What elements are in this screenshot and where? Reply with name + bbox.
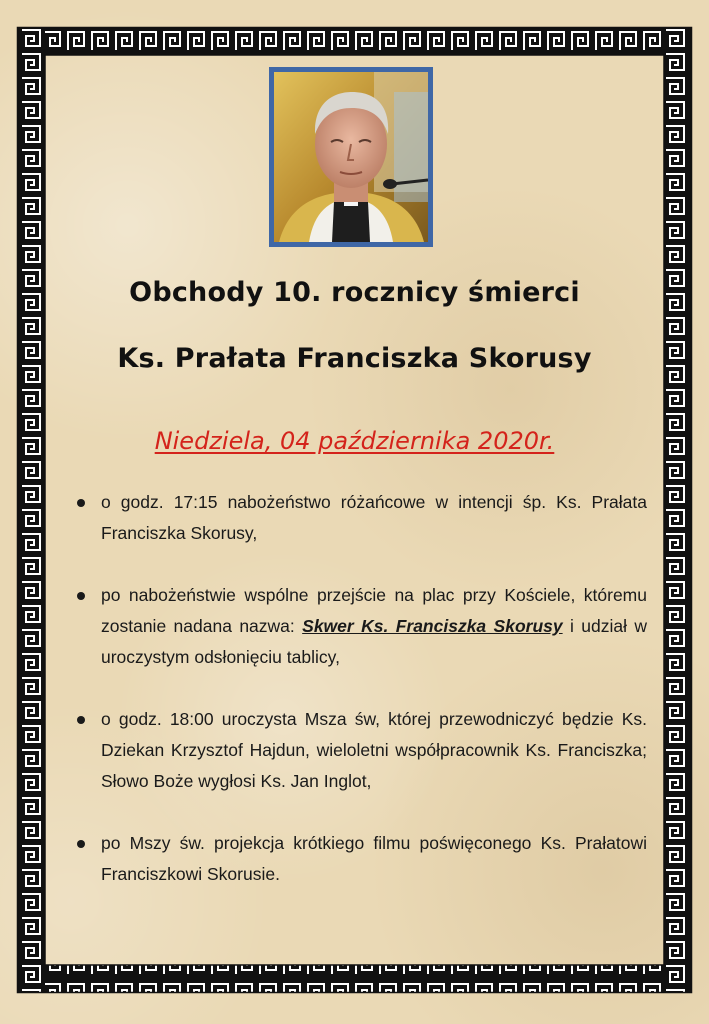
list-item: o godz. 18:00 uroczysta Msza św, której przewodniczyć będzie Ks. Dziekan Krzysztof Hajdun, wieloletni współpracownik Ks. Franciszka; Słowo Boże wygłosi Ks. Jan Inglot, — [75, 704, 647, 797]
portrait-photo — [269, 67, 433, 247]
bullet-icon — [77, 592, 85, 600]
bullet-icon — [77, 840, 85, 848]
list-item: o godz. 17:15 nabożeństwo różańcowe w intencji śp. Ks. Prałata Franciszka Skorusy, — [75, 487, 647, 549]
heading-line-1: Obchody 10. rocznicy śmierci — [129, 277, 580, 308]
bullet-icon — [77, 499, 85, 507]
list-item: po nabożeństwie wspólne przejście na plac przy Kościele, któremu zostanie nadana nazwa: Skwer Ks. Franciszka Skorusy i udział w uroczystym odsłonięciu tablicy, — [75, 580, 647, 673]
program-list — [75, 487, 647, 921]
poster-content — [45, 55, 664, 965]
square-name: Skwer Ks. Franciszka Skorusy — [302, 616, 563, 636]
event-date: Niedziela, 04 października 2020r. — [154, 427, 555, 455]
priest-portrait — [274, 72, 428, 242]
heading-line-2: Ks. Prałata Franciszka Skorusy — [117, 343, 592, 374]
bullet-icon — [77, 716, 85, 724]
list-item: po Mszy św. projekcja krótkiego filmu poświęconego Ks. Prałatowi Franciszkowi Skorusie. — [75, 828, 647, 890]
